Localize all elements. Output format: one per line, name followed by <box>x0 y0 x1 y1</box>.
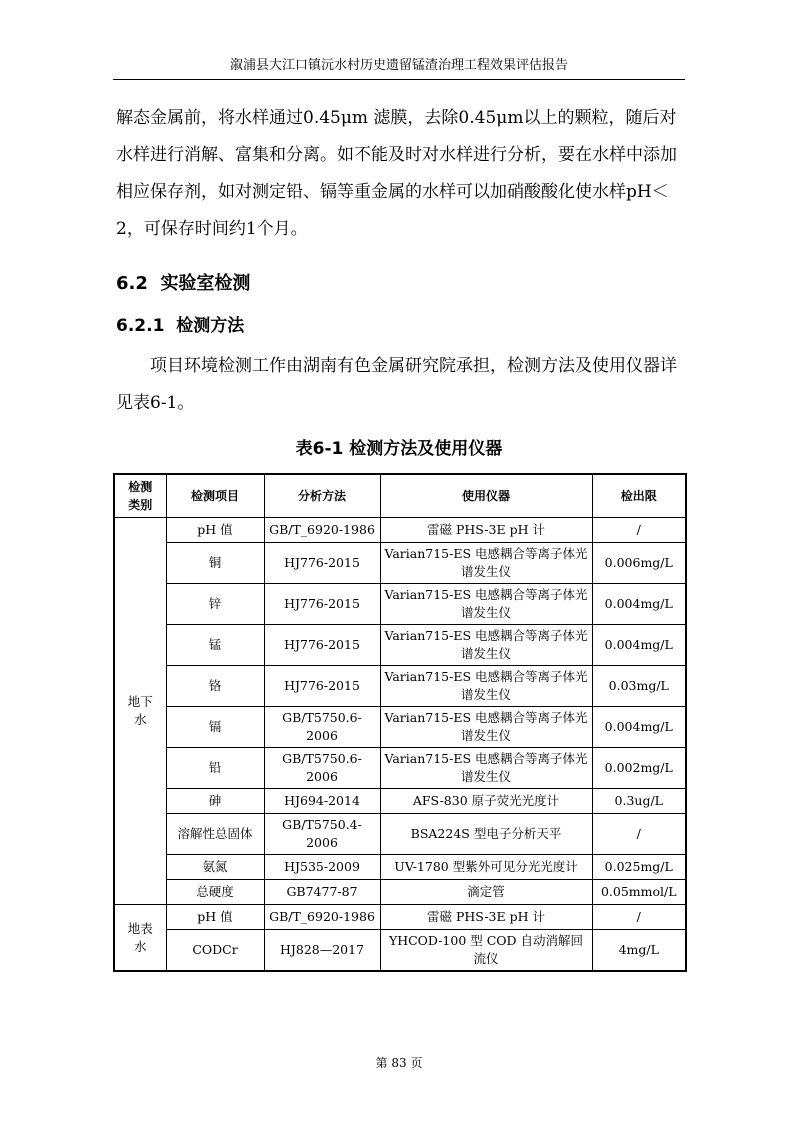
cell-limit: 0.004mg/L <box>592 584 686 625</box>
cell-limit: 4mg/L <box>592 930 686 972</box>
methods-table <box>113 473 687 972</box>
cell-method: HJ776-2015 <box>264 543 380 584</box>
table-body <box>114 518 686 972</box>
header-limit: 检出限 <box>592 474 686 518</box>
cell-instrument: 雷磁 PHS-3E pH 计 <box>380 518 592 543</box>
cell-category: 地表 水 <box>114 905 166 972</box>
cell-instrument: YHCOD-100 型 COD 自动消解回流仪 <box>380 930 592 972</box>
running-header: 溆浦县大江口镇沅水村历史遗留锰渣治理工程效果评估报告 <box>229 58 568 73</box>
header-category: 检测 类别 <box>114 474 166 518</box>
table-row <box>114 880 686 905</box>
header-instrument: 使用仪器 <box>380 474 592 518</box>
cell-method: GB/T_6920-1986 <box>264 518 380 543</box>
cell-item: pH 值 <box>166 905 264 930</box>
subsection-number: 6.2.1 <box>116 316 165 336</box>
cell-item: 铜 <box>166 543 264 584</box>
cell-item: 镉 <box>166 707 264 748</box>
cell-instrument: 雷磁 PHS-3E pH 计 <box>380 905 592 930</box>
cell-instrument: BSA224S 型电子分析天平 <box>380 814 592 855</box>
cell-limit: 0.002mg/L <box>592 748 686 789</box>
cell-limit: 0.025mg/L <box>592 855 686 880</box>
cell-instrument: Varian715-ES 电感耦合等离子体光谱发生仪 <box>380 666 592 707</box>
header-method: 分析方法 <box>264 474 380 518</box>
cell-method: HJ776-2015 <box>264 666 380 707</box>
header-item: 检测项目 <box>166 474 264 518</box>
cell-instrument: 滴定管 <box>380 880 592 905</box>
cell-method: GB/T5750.4-2006 <box>264 814 380 855</box>
cell-item: 氨氮 <box>166 855 264 880</box>
cell-category: 地下 水 <box>114 518 166 905</box>
cell-instrument: AFS-830 原子荧光光度计 <box>380 789 592 814</box>
table-row <box>114 814 686 855</box>
cell-method: HJ694-2014 <box>264 789 380 814</box>
table-row <box>114 855 686 880</box>
cell-method: HJ776-2015 <box>264 584 380 625</box>
cell-instrument: Varian715-ES 电感耦合等离子体光谱发生仪 <box>380 543 592 584</box>
subsection-title: 检测方法 <box>176 316 245 336</box>
cell-item: 铅 <box>166 748 264 789</box>
page-number: 第 83 页 <box>375 1056 423 1070</box>
table-row <box>114 905 686 930</box>
table-caption: 表6-1 检测方法及使用仪器 <box>295 439 503 459</box>
cell-limit: 0.006mg/L <box>592 543 686 584</box>
section-title: 实验室检测 <box>160 273 251 294</box>
cell-instrument: Varian715-ES 电感耦合等离子体光谱发生仪 <box>380 748 592 789</box>
cell-instrument: Varian715-ES 电感耦合等离子体光谱发生仪 <box>380 625 592 666</box>
section-number: 6.2 <box>116 273 148 294</box>
cell-item: 锌 <box>166 584 264 625</box>
cell-method: GB/T5750.6-2006 <box>264 707 380 748</box>
cell-limit: / <box>592 905 686 930</box>
cell-item: 溶解性总固体 <box>166 814 264 855</box>
table-row <box>114 543 686 584</box>
cell-limit: 0.3ug/L <box>592 789 686 814</box>
cell-item: 铬 <box>166 666 264 707</box>
cell-limit: / <box>592 518 686 543</box>
paragraph-intro: 项目环境检测工作由湖南有色金属研究院承担，检测方法及使用仪器详见表6-1。 <box>116 356 677 413</box>
table-row <box>114 518 686 543</box>
table-row <box>114 666 686 707</box>
cell-limit: 0.05mmol/L <box>592 880 686 905</box>
subsection-heading <box>116 312 244 340</box>
cell-method: HJ535-2009 <box>264 855 380 880</box>
cell-instrument: UV-1780 型紫外可见分光光度计 <box>380 855 592 880</box>
cell-limit: 0.004mg/L <box>592 625 686 666</box>
table-row <box>114 584 686 625</box>
cell-method: HJ776-2015 <box>264 625 380 666</box>
cell-method: GB7477-87 <box>264 880 380 905</box>
cell-limit: 0.004mg/L <box>592 707 686 748</box>
table-row <box>114 748 686 789</box>
paragraph-continuation: 解态金属前，将水样通过0.45μm 滤膜，去除0.45μm以上的颗粒，随后对水样进行消解、富集和分离。如不能及时对水样进行分析，要在水样中添加相应保存剂，如对测定铅、镉等重金属的水样可以加硝酸酸化使水样pH＜2，可保存时间约1个月。 <box>116 108 677 239</box>
table-header-row <box>114 474 686 518</box>
cell-method: HJ828—2017 <box>264 930 380 972</box>
table-row <box>114 707 686 748</box>
section-heading <box>116 270 250 298</box>
cell-method: GB/T5750.6-2006 <box>264 748 380 789</box>
cell-limit: / <box>592 814 686 855</box>
cell-item: 总硬度 <box>166 880 264 905</box>
cell-item: pH 值 <box>166 518 264 543</box>
header-rule <box>113 79 685 80</box>
cell-instrument: Varian715-ES 电感耦合等离子体光谱发生仪 <box>380 584 592 625</box>
cell-method: GB/T_6920-1986 <box>264 905 380 930</box>
cell-item: CODCr <box>166 930 264 972</box>
cell-instrument: Varian715-ES 电感耦合等离子体光谱发生仪 <box>380 707 592 748</box>
table-row <box>114 625 686 666</box>
table-row <box>114 930 686 972</box>
cell-item: 锰 <box>166 625 264 666</box>
cell-item: 砷 <box>166 789 264 814</box>
cell-limit: 0.03mg/L <box>592 666 686 707</box>
table-row <box>114 789 686 814</box>
